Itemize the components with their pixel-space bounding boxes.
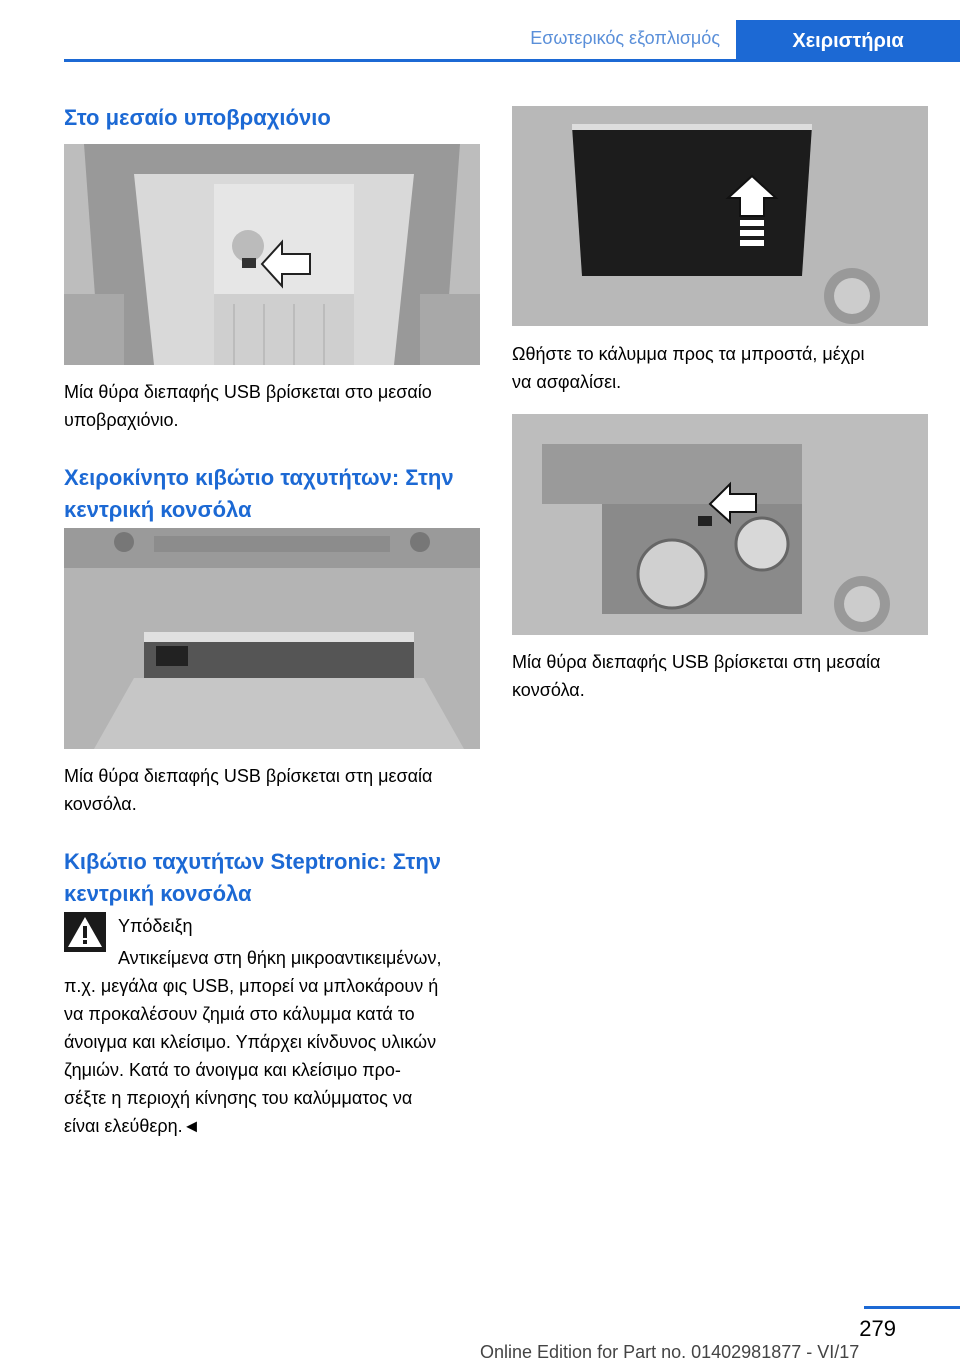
heading-steptronic (64, 846, 441, 910)
footer-edition: Online Edition for Part no. 01402981877 - VI/17 (480, 1342, 860, 1362)
heading-line: Κιβώτιο ταχυτήτων Steptronic: Στην (64, 849, 442, 874)
note-line: σέξτε η περιοχή κίνησης του καλύμματος να (64, 1088, 413, 1108)
heading-manual-gearbox (64, 462, 454, 526)
caption-line: Μία θύρα διεπαφής USB βρίσκεται στη μεσαία (64, 766, 433, 786)
caption-line: υποβραχιόνιο. (64, 410, 179, 430)
caption-line: Ωθήστε το κάλυμμα προς τα μπροστά, μέχρι (512, 344, 865, 364)
caption-line: κονσόλα. (64, 794, 137, 814)
note-line: π.χ. μεγάλα φις USB, μπορεί να μπλοκάρουν ή (64, 976, 439, 996)
warning-triangle-icon (64, 912, 106, 952)
photo-console-usb-steptronic (512, 414, 928, 635)
caption-line: κονσόλα. (512, 680, 585, 700)
caption-armrest-usb (64, 378, 432, 434)
caption-line: Μία θύρα διεπαφής USB βρίσκεται στη μεσαία (512, 652, 881, 672)
heading-armrest: Στο μεσαίο υποβραχιόνιο (64, 105, 331, 130)
note-line: ζημιών. Κατά το άνοιγμα και κλείσιμο προ- (64, 1060, 401, 1080)
header-rule (64, 59, 960, 62)
note-label: Υπόδειξη (118, 916, 193, 936)
photo-console-usb-manual (64, 528, 480, 749)
page-number: 279 (859, 1316, 896, 1341)
heading-line: Χειροκίνητο κιβώτιο ταχυτήτων: Στην (64, 465, 454, 490)
heading-line: κεντρική κονσόλα (64, 881, 252, 906)
note-line: άνοιγμα και κλείσιμο. Υπάρχει κίνδυνος υλικών (64, 1032, 437, 1052)
caption-console-usb-manual (64, 762, 432, 818)
caption-line: Μία θύρα διεπαφής USB βρίσκεται στο μεσαίο (64, 382, 432, 402)
heading-line: κεντρική κονσόλα (64, 497, 252, 522)
note-first-line: Αντικείμενα στη θήκη μικροαντικειμένων, (118, 948, 442, 968)
caption-cover-push (512, 340, 864, 396)
header-section-label: Εσωτερικός εξοπλισμός (530, 28, 720, 48)
page-header (64, 20, 960, 60)
photo-cover-push (512, 106, 928, 326)
photo-armrest-usb (64, 144, 480, 365)
note-body (64, 972, 438, 1140)
note-line: είναι ελεύθερη.◄ (64, 1116, 201, 1136)
header-chapter-tab: Χειριστήρια (736, 20, 960, 62)
page-number-rule (864, 1306, 960, 1309)
caption-line: να ασφαλίσει. (512, 372, 622, 392)
note-line: να προκαλέσουν ζημιά στο κάλυμμα κατά το (64, 1004, 415, 1024)
caption-console-usb-steptronic (512, 648, 880, 704)
